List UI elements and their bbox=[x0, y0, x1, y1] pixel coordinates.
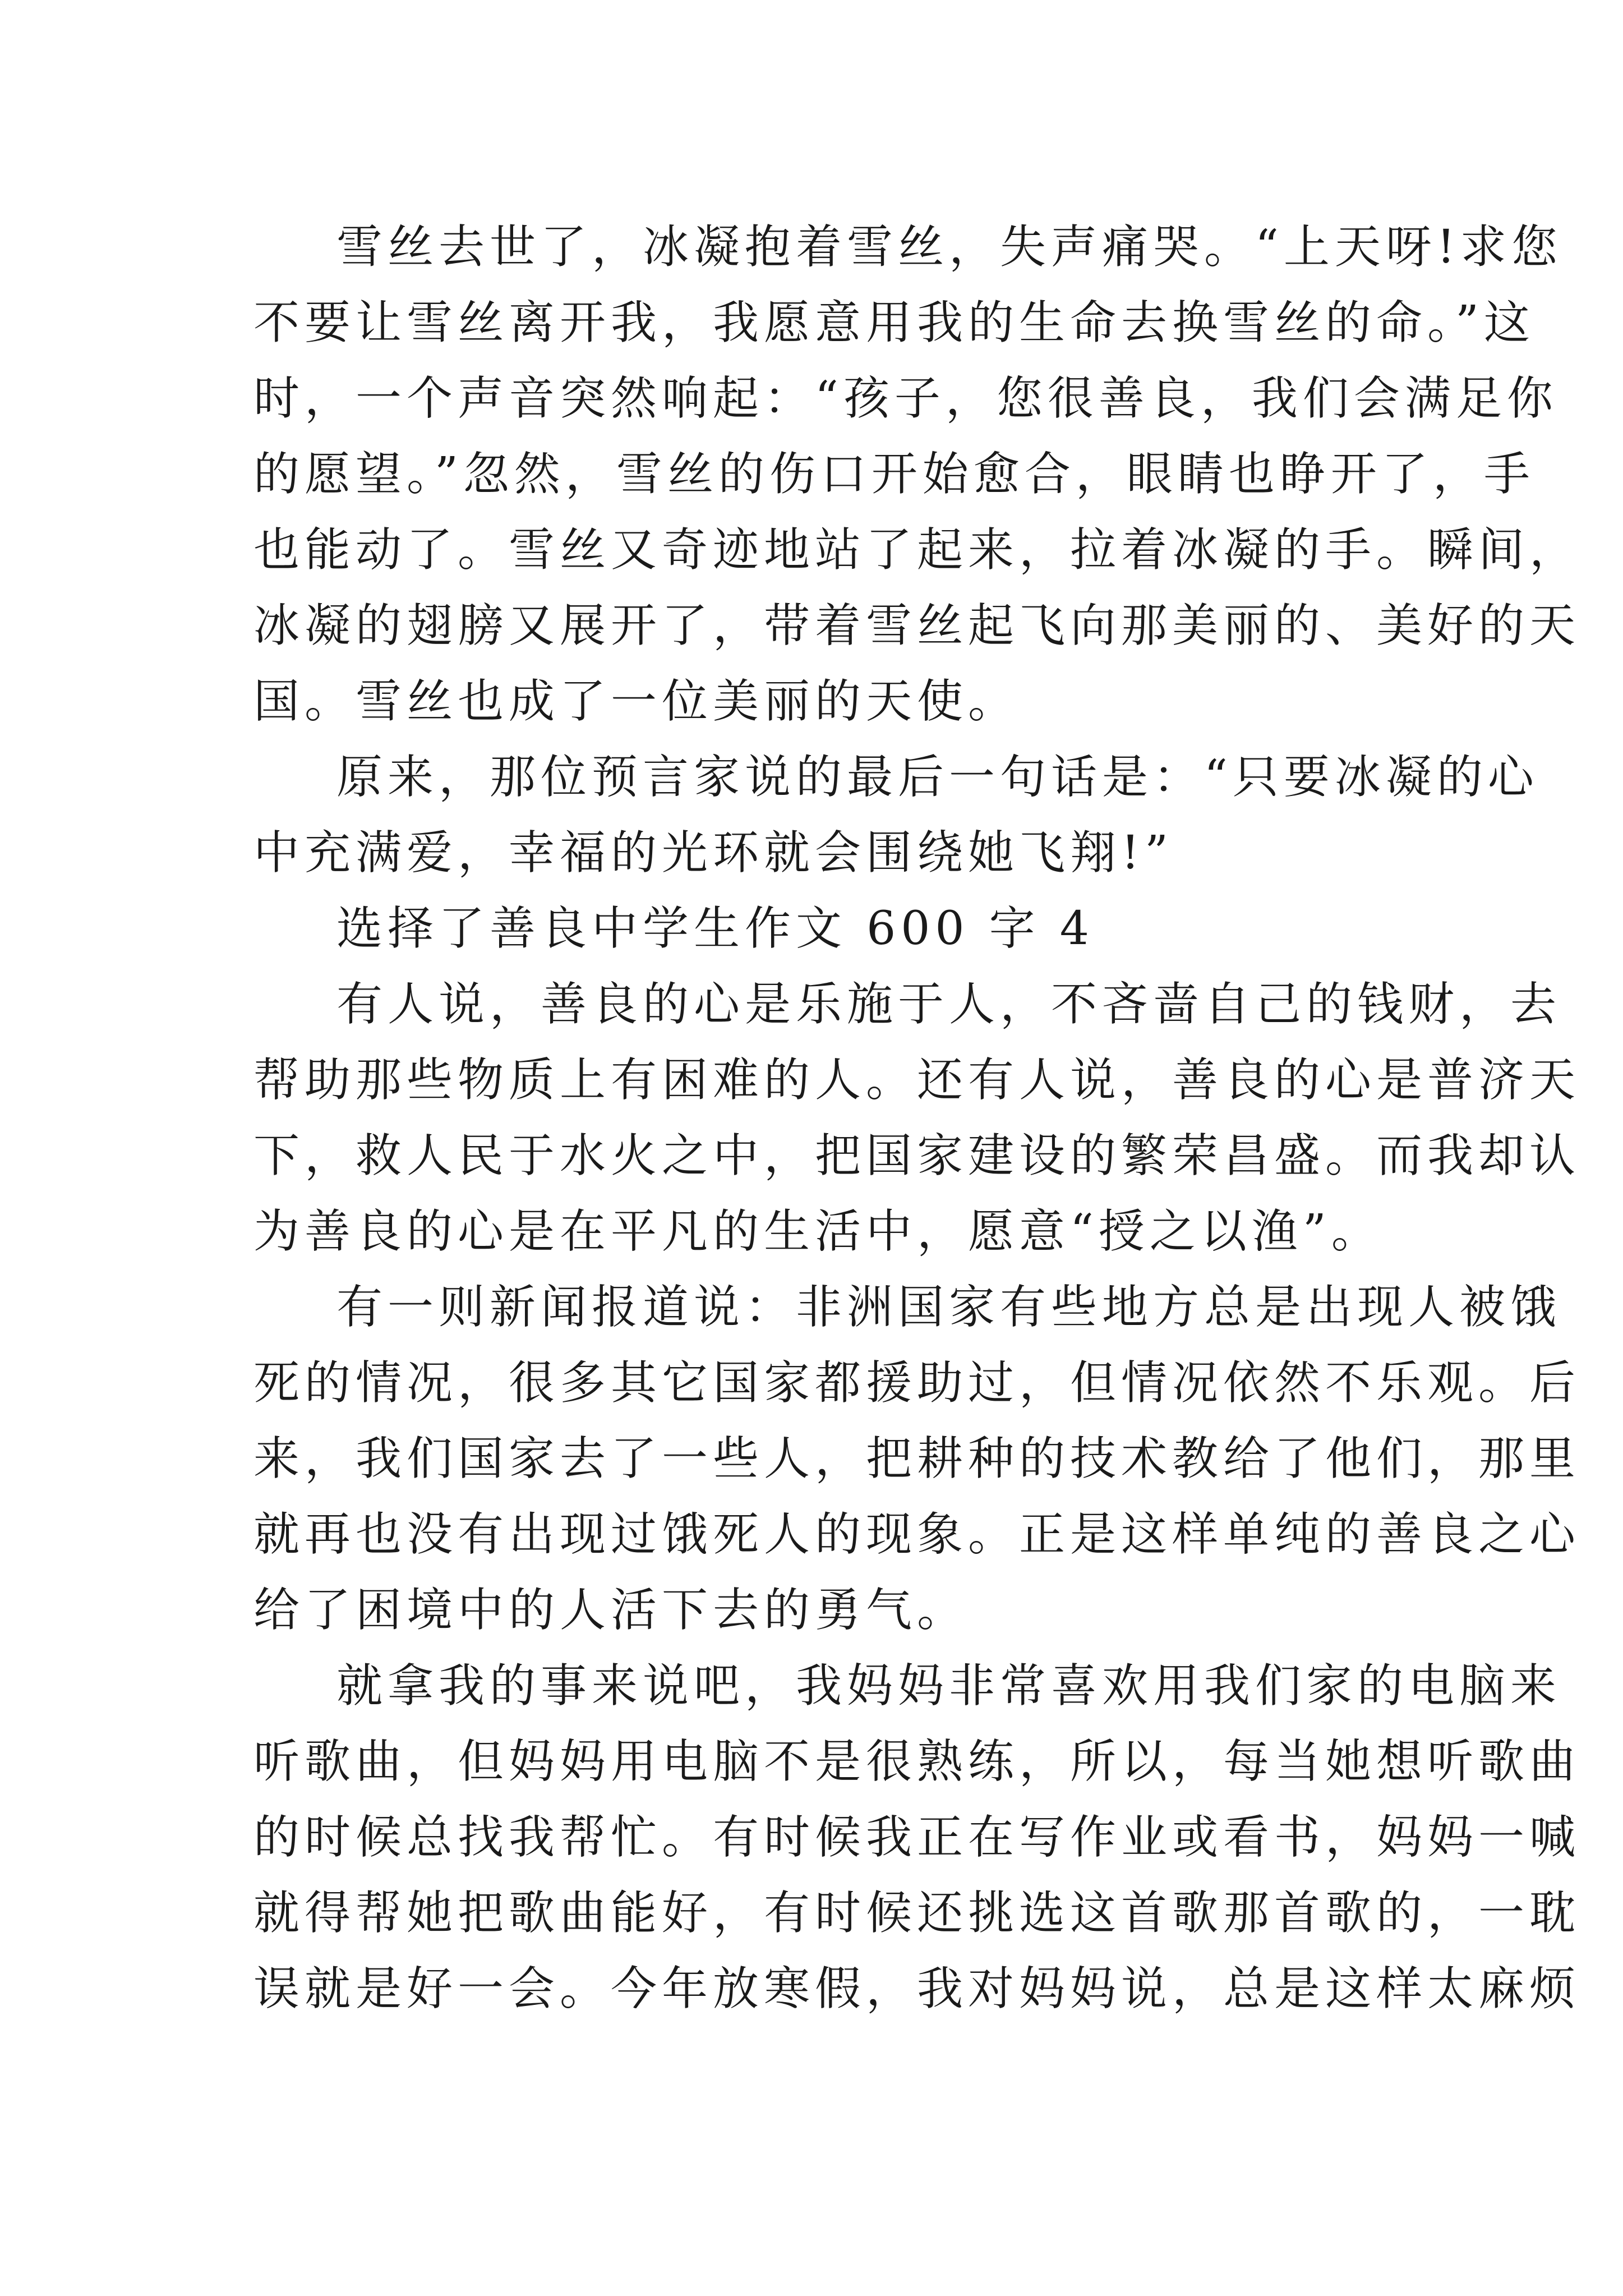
paragraph-line: 听歌曲，但妈妈用电脑不是很熟练，所以，每当她想听歌曲 bbox=[253, 1735, 1581, 1788]
paragraph-line: 就再也没有出现过饿死人的现象。正是这样单纯的善良之心 bbox=[253, 1508, 1581, 1561]
paragraph-line: 误就是好一会。今年放寒假，我对妈妈说，总是这样太麻烦 bbox=[253, 1962, 1581, 2016]
paragraph-line: 下，救人民于水火之中，把国家建设的繁荣昌盛。而我却认 bbox=[253, 1129, 1581, 1182]
paragraph-line: 有人说，善良的心是乐施于人，不吝啬自己的钱财，去 bbox=[336, 978, 1562, 1031]
paragraph-line: 不要让雪丝离开我，我愿意用我的生命去换雪丝的命。”这 bbox=[253, 296, 1535, 349]
paragraph-line: 有一则新闻报道说：非洲国家有些地方总是出现人被饿 bbox=[336, 1281, 1562, 1334]
paragraph-line: 给了困境中的人活下去的勇气。 bbox=[253, 1584, 969, 1637]
paragraph-line: 时，一个声音突然响起：“孩子，您很善良，我们会满足你 bbox=[253, 372, 1558, 425]
paragraph-line: 来，我们国家去了一些人，把耕种的技术教给了他们，那里 bbox=[253, 1432, 1581, 1485]
paragraph-line: 的时候总找我帮忙。有时候我正在写作业或看书，妈妈一喊 bbox=[253, 1811, 1581, 1864]
paragraph-line: 也能动了。雪丝又奇迹地站了起来，拉着冰凝的手。瞬间， bbox=[253, 523, 1581, 577]
paragraph-line: 国。雪丝也成了一位美丽的天使。 bbox=[253, 675, 1020, 728]
paragraph-line: 雪丝去世了，冰凝抱着雪丝，失声痛哭。“上天呀!求您 bbox=[336, 220, 1562, 274]
paragraph-line: 死的情况，很多其它国家都援助过，但情况依然不乐观。后 bbox=[253, 1356, 1581, 1410]
paragraph-line: 的愿望。”忽然，雪丝的伤口开始愈合，眼睛也睁开了，手 bbox=[253, 448, 1535, 501]
paragraph-line: 帮助那些物质上有困难的人。还有人说，善良的心是普济天 bbox=[253, 1053, 1581, 1107]
paragraph-line: 原来，那位预言家说的最后一句话是：“只要冰凝的心 bbox=[336, 751, 1539, 804]
paragraph-line: 中充满爱，幸福的光环就会围绕她飞翔!” bbox=[253, 826, 1173, 880]
section-heading: 选择了善良中学生作文 600 字 4 bbox=[336, 902, 1094, 955]
paragraph-line: 就得帮她把歌曲能好，有时候还挑选这首歌那首歌的，一耽 bbox=[253, 1887, 1581, 1940]
paragraph-line: 为善良的心是在平凡的生活中，愿意“授之以渔”。 bbox=[253, 1205, 1382, 1258]
paragraph-line: 就拿我的事来说吧，我妈妈非常喜欢用我们家的电脑来 bbox=[336, 1659, 1562, 1713]
paragraph-line: 冰凝的翅膀又展开了，带着雪丝起飞向那美丽的、美好的天 bbox=[253, 599, 1581, 652]
